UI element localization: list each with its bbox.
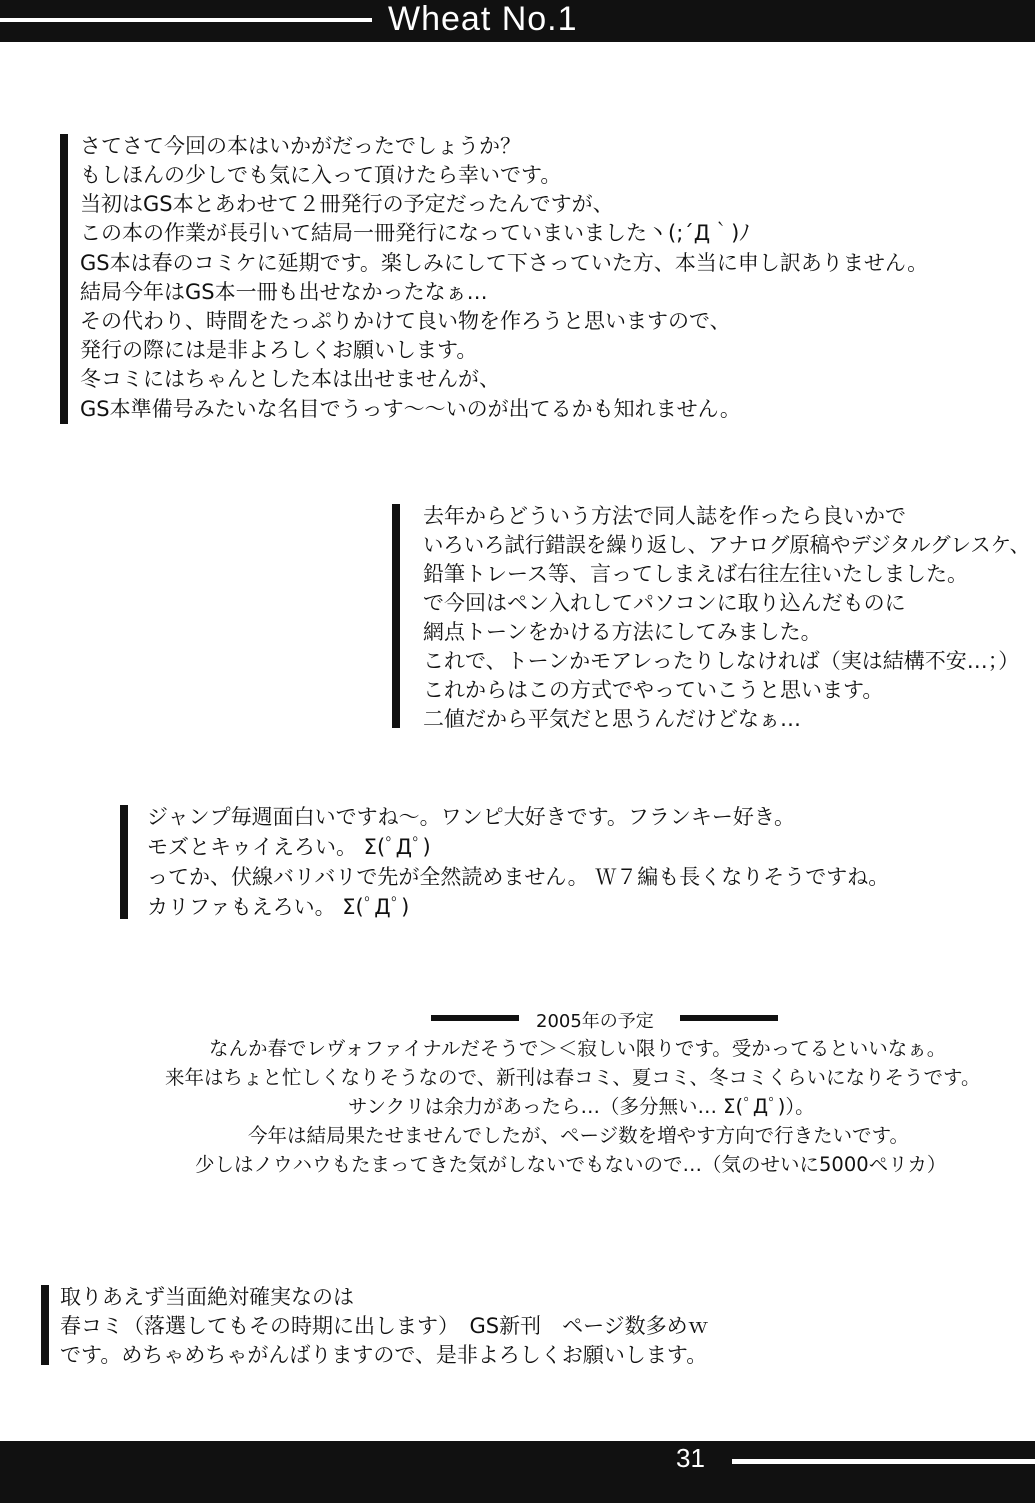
block3-line: カリファもえろい。 Σ(ﾟДﾟ) <box>147 895 410 919</box>
schedule-rule-left <box>431 1015 519 1021</box>
schedule-heading: 2005年の予定 <box>536 1011 654 1032</box>
block1-line: 当初はGS本とあわせて２冊発行の予定だったんですが、 <box>80 192 614 216</box>
block1-line: 冬コミにはちゃんとした本は出せませんが、 <box>80 367 500 391</box>
block2-line: これで、トーンかモアレったりしなければ（実は結構不安…；） <box>423 649 1020 673</box>
block2-line: で今回はペン入れしてパソコンに取り込んだものに <box>423 591 906 615</box>
block4-line: 取りあえず当面絶対確実なのは <box>60 1285 354 1309</box>
block1-line: さてさて今回の本はいかがだったでしょうか？ <box>80 134 521 158</box>
header-bar <box>0 0 1035 42</box>
block4-line: です。めちゃめちゃがんばりますので、是非よろしくお願いします。 <box>60 1343 708 1367</box>
schedule-rule-right <box>680 1015 778 1021</box>
block3-line: モズとキゥイえろい。 Σ(ﾟДﾟ) <box>147 835 431 859</box>
block2-line: 二値だから平気だと思うんだけどなぁ… <box>423 707 801 731</box>
block4-bar <box>41 1285 49 1365</box>
page-number: 31 <box>676 1443 705 1473</box>
schedule-line: なんか春でレヴォファイナルだそうで＞＜寂しい限りです。受かってるといいなぁ。 <box>209 1037 947 1060</box>
schedule-line: 少しはノウハウもたまってきた気がしないでもないので…（気のせいに5000ペリカ） <box>195 1153 947 1176</box>
block1-line: 結局今年はGS本一冊も出せなかったなぁ… <box>80 280 488 304</box>
block2-line: 網点トーンをかける方法にしてみました。 <box>423 620 822 644</box>
block1-bar <box>60 134 68 424</box>
block3-line: ってか、伏線バリバリで先が全然読めません。 Ｗ７編も長くなりそうですね。 <box>147 865 890 889</box>
block3-bar <box>120 805 128 919</box>
block4-line: 春コミ（落選してもその時期に出します） GS新刊 ページ数多めｗ <box>60 1314 709 1338</box>
block2-line: これからはこの方式でやっていこうと思います。 <box>423 678 884 702</box>
block1-line: GS本準備号みたいな名目でうっす〜〜いのが出てるかも知れません。 <box>80 397 741 421</box>
block2-line: 去年からどういう方法で同人誌を作ったら良いかで <box>423 504 906 528</box>
block1-line: もしほんの少しでも気に入って頂けたら幸いです。 <box>80 163 562 187</box>
footer-bar <box>0 1441 1035 1503</box>
block2-line: いろいろ試行錯誤を繰り返し、アナログ原稿やデジタルグレスケ、 <box>423 533 1030 557</box>
block1-line: その代わり、時間をたっぷりかけて良い物を作ろうと思いますので、 <box>80 309 731 333</box>
schedule-line: サンクリは余力があったら…（多分無い… Σ(ﾟДﾟ)）。 <box>348 1095 815 1118</box>
footer-rule <box>732 1459 1035 1464</box>
schedule-line: 来年はちょと忙しくなりそうなので、新刊は春コミ、夏コミ、冬コミくらいになりそうです。 <box>165 1066 981 1089</box>
block2-line: 鉛筆トレース等、言ってしまえば右往左往いたしました。 <box>423 562 968 586</box>
block2-bar <box>392 504 400 728</box>
block1-line: 発行の際には是非よろしくお願いします。 <box>80 338 478 362</box>
page-title: Wheat No.1 <box>388 0 578 38</box>
block3-line: ジャンプ毎週面白いですね〜。ワンピ大好きです。フランキー好き。 <box>147 805 796 829</box>
schedule-line: 今年は結局果たせませんでしたが、ページ数を増やす方向で行きたいです。 <box>248 1124 910 1147</box>
block1-line: GS本は春のコミケに延期です。楽しみにして下さっていた方、本当に申し訳ありません。 <box>80 251 929 275</box>
block1-line: この本の作業が長引いて結局一冊発行になっていまいました丶(;´Д｀)ﾉ <box>80 221 750 245</box>
header-rule <box>0 18 372 22</box>
